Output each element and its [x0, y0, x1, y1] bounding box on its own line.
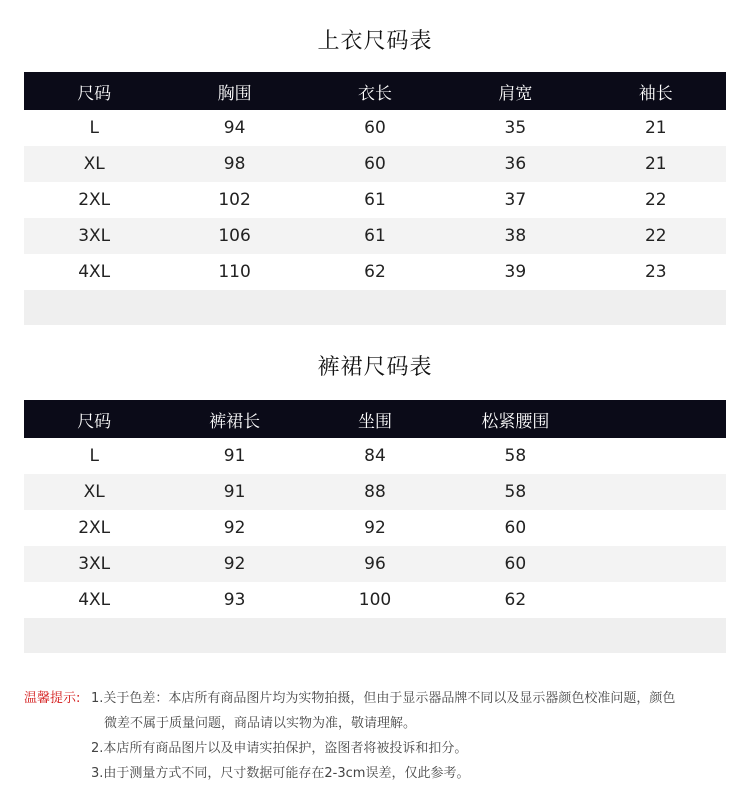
table-cell: 39 [504, 262, 527, 282]
table-cell: 23 [644, 262, 667, 282]
table-cell: 60 [445, 546, 585, 582]
tip-text: 1.关于色差：本店所有商品图片均为实物拍摄，但由于显示器品牌不同以及显示器颜色校准问题，颜色 [91, 691, 676, 706]
table-cell [586, 438, 726, 474]
tip-line [24, 761, 726, 786]
table-spacer-row [24, 618, 726, 653]
table-cell: 37 [504, 190, 527, 210]
table-cell: 22 [644, 190, 667, 210]
table-cell: 21 [586, 146, 726, 182]
table-cell [586, 546, 726, 582]
table-cell: 88 [305, 474, 445, 510]
table-cell: 4XL [78, 262, 111, 282]
table-row [24, 438, 726, 474]
table-cell: 61 [305, 218, 445, 254]
table-cell: 92 [364, 518, 386, 538]
bottoms-size-table [24, 400, 726, 653]
table-cell: XL [24, 146, 164, 182]
table-spacer-row [24, 290, 726, 325]
table-row [24, 218, 726, 254]
table-cell: 60 [364, 118, 386, 138]
warm-tips [24, 686, 726, 786]
table-cell [586, 510, 726, 546]
table-cell: XL [24, 474, 164, 510]
table-row [24, 582, 726, 618]
tip-line [24, 736, 726, 761]
table-cell: 94 [223, 118, 246, 138]
tip-line [24, 711, 726, 736]
table-cell: 2XL [78, 190, 111, 210]
table-row [24, 510, 726, 546]
header-length: 裤裙长 [164, 400, 304, 438]
table-cell: 102 [218, 190, 251, 210]
table-cell [586, 474, 726, 510]
table-cell: 3XL [24, 218, 164, 254]
table-cell: 4XL [78, 590, 111, 610]
table-cell: 91 [223, 446, 246, 466]
table-row [24, 474, 726, 510]
table-cell: 62 [504, 590, 527, 610]
table-row [24, 254, 726, 290]
table-cell: 36 [445, 146, 585, 182]
tip-label: 温馨提示: [24, 691, 81, 706]
header-size: 尺码 [24, 72, 164, 110]
header-sleeve: 袖长 [586, 72, 726, 110]
table-cell: L [89, 118, 99, 138]
bottoms-size-chart-title: 裤裙尺码表 [317, 355, 433, 380]
table-cell: 92 [223, 518, 246, 538]
table-cell: 110 [218, 262, 251, 282]
table-cell: 21 [644, 118, 667, 138]
table-cell: 22 [586, 218, 726, 254]
table-cell: 84 [364, 446, 386, 466]
table-spacer-cell [24, 618, 726, 653]
header-hip: 坐围 [305, 400, 445, 438]
header-length: 衣长 [305, 72, 445, 110]
tops-size-chart-title: 上衣尺码表 [317, 29, 433, 54]
tip-text: 微差不属于质量问题，商品请以实物为准，敬请理解。 [104, 716, 417, 731]
table-cell: 62 [364, 262, 386, 282]
table-cell: 91 [164, 474, 304, 510]
table-cell: 100 [358, 590, 392, 610]
table-cell: 60 [305, 146, 445, 182]
table-row [24, 182, 726, 218]
table-cell: 106 [164, 218, 304, 254]
header-chest: 胸围 [164, 72, 304, 110]
table-cell: 58 [445, 474, 585, 510]
header-size: 尺码 [24, 400, 164, 438]
tops-size-table [24, 72, 726, 325]
tip-text: 2.本店所有商品图片以及申请实拍保护，盗图者将被投诉和扣分。 [91, 741, 468, 756]
header-waist: 松紧腰围 [445, 400, 585, 438]
table-cell: L [89, 446, 99, 466]
tip-line [24, 686, 726, 711]
table-row [24, 146, 726, 182]
table-row [24, 546, 726, 582]
table-cell: 60 [504, 518, 527, 538]
header-shoulder: 肩宽 [445, 72, 585, 110]
table-cell: 96 [305, 546, 445, 582]
table-header-row [24, 72, 726, 110]
table-cell: 93 [223, 590, 246, 610]
table-cell: 92 [164, 546, 304, 582]
table-row [24, 110, 726, 146]
table-cell [586, 582, 726, 618]
table-cell: 2XL [78, 518, 111, 538]
table-cell: 38 [445, 218, 585, 254]
table-cell: 61 [364, 190, 386, 210]
tip-text: 3.由于测量方式不同，尺寸数据可能存在2-3cm误差，仅此参考。 [91, 766, 470, 781]
table-cell: 98 [164, 146, 304, 182]
table-header-row [24, 400, 726, 438]
table-cell: 35 [504, 118, 527, 138]
table-cell: 58 [504, 446, 527, 466]
table-spacer-cell [24, 290, 726, 325]
header-empty [586, 400, 726, 438]
table-cell: 3XL [24, 546, 164, 582]
